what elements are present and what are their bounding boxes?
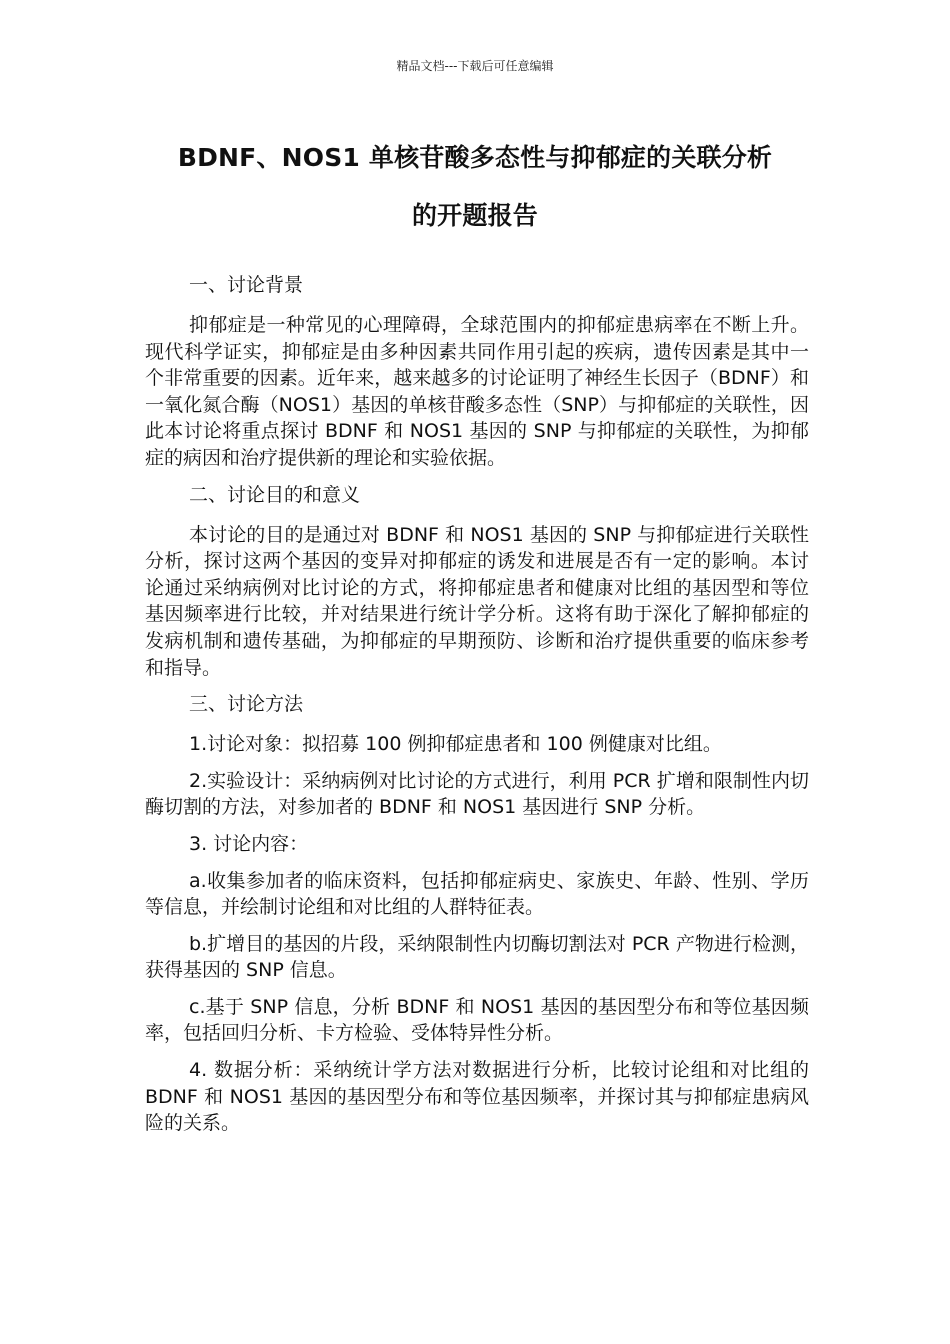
paragraph-subjects: 1.讨论对象：拟招募 100 例抑郁症患者和 100 例健康对比组。 [189, 733, 722, 756]
paragraph-content-a: a.收集参加者的临床资料，包括抑郁症病史、家族史、年龄、性别、学历等信息，并绘制讨论组和对比组的人群特征表。 [145, 869, 809, 919]
section-heading-purpose: 二、讨论目的和意义 [189, 483, 361, 506]
paragraph-content-c: c.基于 SNP 信息，分析 BDNF 和 NOS1 基因的基因型分布和等位基因频率，包括回归分析、卡方检验、受体特异性分析。 [145, 995, 809, 1045]
document-title-line-2: 的开题报告 [411, 201, 538, 230]
paragraph-background: 抑郁症是一种常见的心理障碍，全球范围内的抑郁症患病率在不断上升。现代科学证实，抑郁症是由多种因素共同作用引起的疾病，遗传因素是其中一个非常重要的因素。近年来，越来越多的讨论证明了神经生长因子（BDNF）和一氧化氮合酶（NOS1）基因的单核苷酸多态性（SNP）与抑郁症的关联性，因此本讨论将重点探讨 BDNF 和 NOS1 基因的 SNP 与抑郁症的关联性，为抑郁症的病因和治疗提供新的理论和实验依据。 [145, 314, 809, 469]
section-heading-methods: 三、讨论方法 [189, 693, 304, 716]
paragraph-purpose: 本讨论的目的是通过对 BDNF 和 NOS1 基因的 SNP 与抑郁症进行关联性分析，探讨这两个基因的变异对抑郁症的诱发和进展是否有一定的影响。本讨论通过采纳病例对比讨论的方式，将抑郁症患者和健康对比组的基因型和等位基因频率进行比较，并对结果进行统计学分析。这将有助于深化了解抑郁症的发病机制和遗传基础，为抑郁症的早期预防、诊断和治疗提供重要的临床参考和指导。 [145, 523, 809, 679]
paragraph-design: 2.实验设计：采纳病例对比讨论的方式进行，利用 PCR 扩增和限制性内切酶切割的方法，对参加者的 BDNF 和 NOS1 基因进行 SNP 分析。 [145, 769, 809, 819]
document-body [145, 272, 809, 1147]
document-title-line-1: BDNF、NOS1 单核苷酸多态性与抑郁症的关联分析 [177, 143, 773, 172]
paragraph-content-heading: 3. 讨论内容： [189, 832, 309, 855]
paragraph-content-b: b.扩增目的基因的片段，采纳限制性内切酶切割法对 PCR 产物进行检测，获得基因的 SNP 信息。 [145, 932, 809, 982]
paragraph-data-analysis: 4. 数据分析：采纳统计学方法对数据进行分析，比较讨论组和对比组的 BDNF 和 NOS1 基因的基因型分布和等位基因频率，并探讨其与抑郁症患病风险的关系。 [145, 1059, 809, 1135]
section-heading-background: 一、讨论背景 [189, 274, 304, 296]
header-note: 精品文档---下载后可任意编辑 [396, 59, 554, 73]
